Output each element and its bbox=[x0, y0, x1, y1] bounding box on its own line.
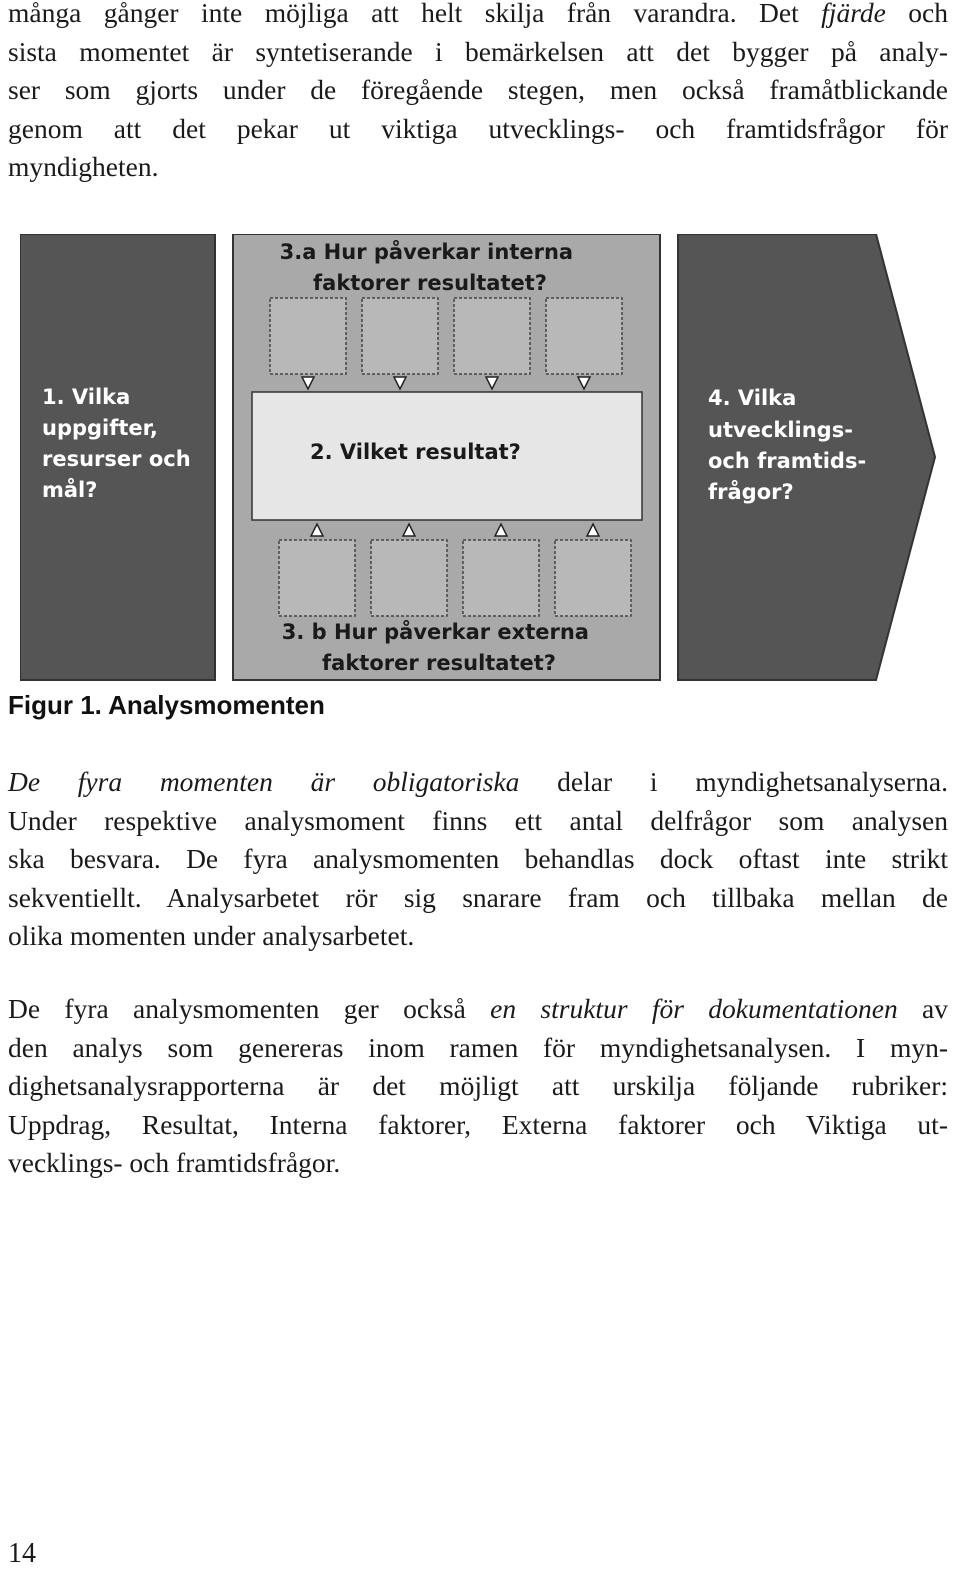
internal-factor-box bbox=[362, 298, 438, 374]
para3-line-4: Uppdrag, Resultat, Interna faktorer, Externa faktorer och Viktiga ut- bbox=[8, 1108, 948, 1140]
intro-line-2: sista momentet är syntetiserande i bemärkelsen att det bygger på analy- bbox=[8, 35, 948, 67]
box-4-label: 4. Vilka utvecklings- och framtids- frågor? bbox=[708, 386, 867, 504]
body-paragraph-1 bbox=[8, 763, 948, 956]
para2-line-5: olika momenten under analysarbetet. bbox=[8, 920, 415, 951]
intro-paragraph bbox=[8, 0, 948, 187]
intro-line-3: ser som gjorts under de föregående stegen, men också framåtblickande bbox=[8, 74, 948, 105]
analysis-diagram bbox=[20, 234, 940, 682]
para3-line-3: dighetsanalysrapporterna är det möjligt att urskilja följande rubriker: bbox=[8, 1070, 948, 1101]
para3-line-2: den analys som genereras inom ramen för myndighetsanalysen. I myn- bbox=[8, 1031, 948, 1063]
para2-line-2: Under respektive analysmoment finns ett antal delfrågor som analysen bbox=[8, 804, 948, 836]
figure-caption: Figur 1. Analysmomenten bbox=[8, 690, 325, 720]
para2-line-4: sekventiellt. Analysarbetet rör sig snarare fram och tillbaka mellan de bbox=[8, 881, 948, 913]
box-2-label: 2. Vilket resultat? bbox=[310, 440, 521, 464]
external-factor-box bbox=[371, 540, 447, 616]
para2-line-1: De fyra momenten är obligatoriska delar i myndighetsanalyserna. bbox=[8, 766, 948, 797]
internal-factor-box bbox=[270, 298, 346, 374]
internal-factor-box bbox=[454, 298, 530, 374]
para2-line-3: ska besvara. De fyra analysmomenten behandlas dock oftast inte strikt bbox=[8, 843, 948, 874]
para3-line-1: De fyra analysmomenten ger också en struktur för dokumentationen av bbox=[8, 993, 949, 1024]
para3-line-5: vecklings- och framtidsfrågor. bbox=[8, 1147, 341, 1178]
intro-line-1: många gånger inte möjliga att helt skilja från varandra. Det fjärde och bbox=[8, 0, 948, 28]
intro-line-4: genom att det pekar ut viktiga utvecklings- och framtidsfrågor för bbox=[8, 112, 948, 144]
external-factor-box bbox=[463, 540, 539, 616]
external-factor-box bbox=[555, 540, 631, 616]
box-3a-label: 3.a Hur påverkar interna faktorer resultatet? bbox=[279, 240, 574, 295]
external-factor-box bbox=[279, 540, 355, 616]
page-number: 14 bbox=[8, 1538, 36, 1569]
internal-factor-box bbox=[546, 298, 622, 374]
body-paragraph-2 bbox=[8, 990, 948, 1183]
box-1-label: 1. Vilka uppgifter, resurser och mål? bbox=[42, 385, 191, 502]
intro-line-5: myndigheten. bbox=[8, 151, 159, 182]
box-3b-label: 3. b Hur påverkar externa faktorer resultatet? bbox=[281, 620, 589, 675]
